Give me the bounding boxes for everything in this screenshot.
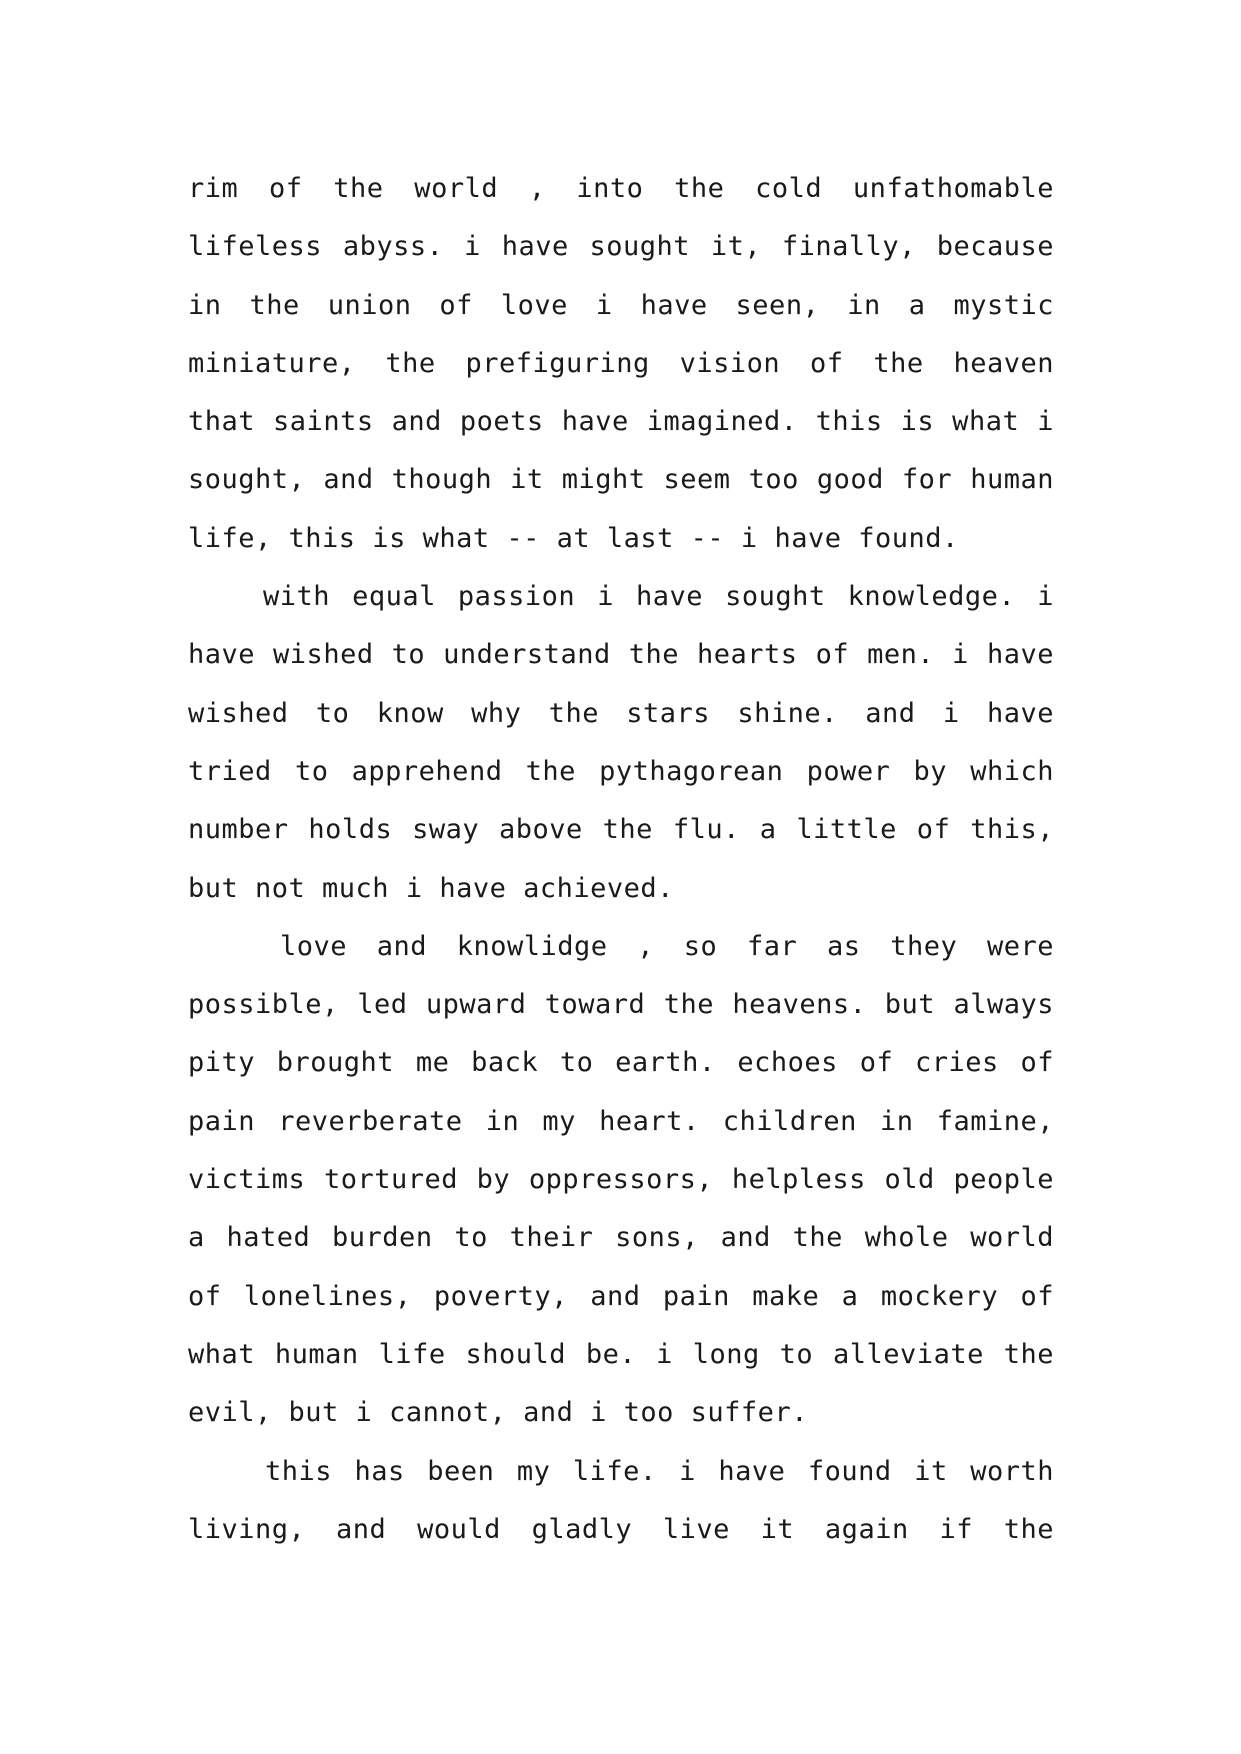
text-line: living, and would gladly live it again if the xyxy=(188,1513,1054,1545)
text-line: rim of the world , into the cold unfathomable xyxy=(188,173,1054,204)
text-line: lifeless abyss. i have sought it, finally, because xyxy=(188,231,1054,263)
text-line: number holds sway above the flu. a little of this, xyxy=(188,814,1054,846)
text-line: a hated burden to their sons, and the whole world xyxy=(188,1222,1054,1254)
text-line: possible, led upward toward the heavens. but always xyxy=(188,989,1054,1021)
text-line: evil, but i cannot, and i too suffer. xyxy=(188,1397,808,1429)
paragraph-first-line: with equal passion i have sought knowledge. i xyxy=(263,581,1054,613)
paragraph-first-line: love and knowlidge , so far as they were xyxy=(280,930,1054,962)
text-line: sought, and though it might seem too good for human xyxy=(188,464,1054,496)
text-line: victims tortured by oppressors, helpless old people xyxy=(188,1164,1054,1196)
text-line: but not much i have achieved. xyxy=(188,872,674,904)
text-line: pain reverberate in my heart. children in famine, xyxy=(188,1105,1054,1137)
text-line: of lonelines, poverty, and pain make a mockery of xyxy=(188,1280,1054,1312)
text-line: life, this is what -- at last -- i have found. xyxy=(188,522,959,554)
paragraph-first-line: this has been my life. i have found it worth xyxy=(265,1455,1054,1487)
text-line: what human life should be. i long to alleviate the xyxy=(188,1338,1054,1370)
text-line: in the union of love i have seen, in a mystic xyxy=(188,289,1054,321)
text-line: have wished to understand the hearts of men. i have xyxy=(188,639,1054,671)
text-line: that saints and poets have imagined. this is what i xyxy=(188,406,1054,438)
body-text xyxy=(188,160,1054,1559)
text-line: wished to know why the stars shine. and i have xyxy=(188,697,1054,729)
text-line: pity brought me back to earth. echoes of cries of xyxy=(188,1047,1054,1079)
text-line: tried to apprehend the pythagorean power by which xyxy=(188,755,1054,787)
text-line: miniature, the prefiguring vision of the heaven xyxy=(188,347,1054,379)
